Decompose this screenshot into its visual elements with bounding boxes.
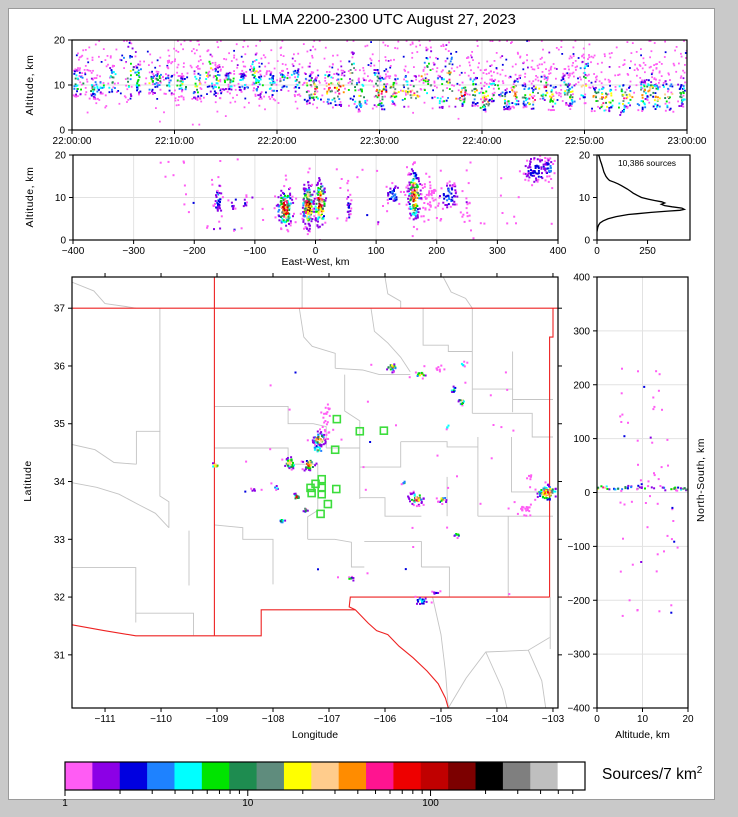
ew-panel-y-tick-label: 0 (60, 235, 66, 247)
ns-panel-y-tick-label: 300 (573, 326, 590, 338)
ns-panel-axes (597, 277, 688, 708)
hist-panel-y-tick-label: 10 (578, 193, 590, 204)
ew-panel-axes (73, 155, 558, 240)
ew-panel-y-tick-label: 20 (54, 150, 66, 162)
ew-panel-x-tick-label: −200 (182, 246, 206, 257)
map-panel-x-tick-label: −103 (541, 714, 565, 725)
map-panel-x-tick-label: −106 (373, 714, 397, 725)
ns-panel-x-tick-label: 10 (636, 714, 649, 725)
map-panel-y-tick-label: 36 (53, 361, 65, 373)
map-panel-y-tick-label: 32 (53, 592, 65, 604)
map-panel-y-tick-label: 35 (53, 419, 65, 431)
time-panel-y-tick-label: 20 (53, 35, 65, 47)
ns-panel-y-tick-label: 200 (573, 380, 590, 392)
ew-panel-x-tick-label: 400 (549, 246, 567, 257)
altitude-histogram-line (597, 155, 684, 232)
ns-panel-y-tick-label: 0 (584, 488, 590, 499)
map-panel-y-tick-label: 31 (53, 650, 65, 662)
time-panel-x-tick-label: 22:00:00 (52, 136, 92, 147)
source-count-annotation: 10,386 sources (617, 158, 677, 168)
hist-panel-y-tick-label: 0 (584, 235, 590, 247)
ns-panel-y-tick-label: −100 (567, 541, 590, 553)
time-panel-points (73, 40, 688, 126)
time-panel-x-tick-label: 22:10:00 (155, 136, 194, 147)
hist-panel-frame (579, 151, 690, 258)
hist-panel-y-tick-label: 20 (578, 150, 590, 162)
map-panel-y-tick-label: 34 (53, 477, 65, 489)
time-panel-x-tick-label: 22:50:00 (565, 136, 604, 147)
ns-panel-y-tick-label: −400 (567, 703, 590, 715)
ns-panel-x-tick-label: 20 (682, 714, 694, 725)
time-panel-x-tick-label: 22:40:00 (462, 136, 502, 147)
ew-panel-x-tick-label: 200 (428, 246, 446, 257)
time-panel-axes (72, 40, 687, 130)
ew-panel-x-tick-label: −100 (243, 246, 267, 257)
time-panel-x-tick-label: 23:00:00 (667, 136, 707, 147)
map-panel-x-tick-label: −111 (94, 714, 116, 725)
ew-panel-x-tick-label: −400 (61, 246, 85, 257)
map-source-points (212, 361, 562, 605)
time-panel-x-tick-label: 22:20:00 (257, 136, 297, 147)
map-panel-x-tick-label: −110 (150, 714, 172, 725)
map-panel-x-tick-label: −105 (429, 714, 453, 725)
colorbar-tick-label: 1 (62, 798, 68, 809)
ew-panel-xlabel: East-West, km (281, 256, 350, 268)
ew-panel-ylabel: Altitude, km (24, 166, 36, 228)
hist-panel-x-tick-label: 250 (639, 246, 656, 257)
map-panel-xlabel: Longitude (291, 729, 339, 741)
map-panel-x-tick-label: −109 (205, 714, 229, 725)
colorbar-tick-label: 10 (242, 798, 254, 809)
time-panel-y-tick-label: 0 (59, 125, 65, 137)
time-panel-x-tick-label: 22:30:00 (360, 136, 399, 147)
colorbar-label-base: Sources/7 km (602, 766, 697, 784)
map-panel-y-tick-label: 33 (53, 534, 65, 546)
map-panel-x-tick-label: −107 (317, 714, 341, 725)
ns-panel-y-tick-label: −200 (567, 595, 590, 607)
ew-panel-y-tick-label: 10 (54, 193, 66, 204)
time-panel-ylabel: Altitude, km (24, 54, 36, 116)
figure-title: LL LMA 2200-2300 UTC August 27, 2023 (242, 11, 516, 28)
colorbar (62, 762, 585, 809)
ns-panel-ylabel: North-South, km (695, 438, 707, 522)
map-station-markers (307, 416, 387, 518)
ns-panel-x-tick-label: 0 (594, 714, 600, 725)
ew-panel-x-tick-label: 300 (489, 246, 506, 257)
map-panel-x-tick-label: −104 (485, 714, 509, 725)
colorbar-label-exponent: 2 (696, 765, 703, 776)
ns-panel-xlabel: Altitude, km (615, 729, 670, 741)
ns-panel-frame (567, 273, 694, 726)
colorbar-tick-label: 100 (422, 798, 439, 809)
map-county-borders (72, 277, 553, 708)
ew-panel-x-tick-label: 100 (367, 246, 385, 257)
map-panel-y-tick-label: 37 (53, 303, 65, 315)
hist-panel-x-tick-label: 0 (594, 246, 600, 257)
map-panel-ylabel: Latitude (22, 460, 34, 502)
ns-panel-y-tick-label: −300 (567, 649, 590, 661)
ew-panel-x-tick-label: 0 (312, 246, 319, 257)
ns-panel-y-tick-label: 100 (573, 434, 590, 446)
time-panel-y-tick-label: 10 (53, 80, 65, 92)
ew-panel-x-tick-label: −300 (122, 246, 145, 257)
map-panel-x-tick-label: −108 (261, 714, 285, 725)
ns-panel-y-tick-label: 400 (573, 272, 590, 284)
